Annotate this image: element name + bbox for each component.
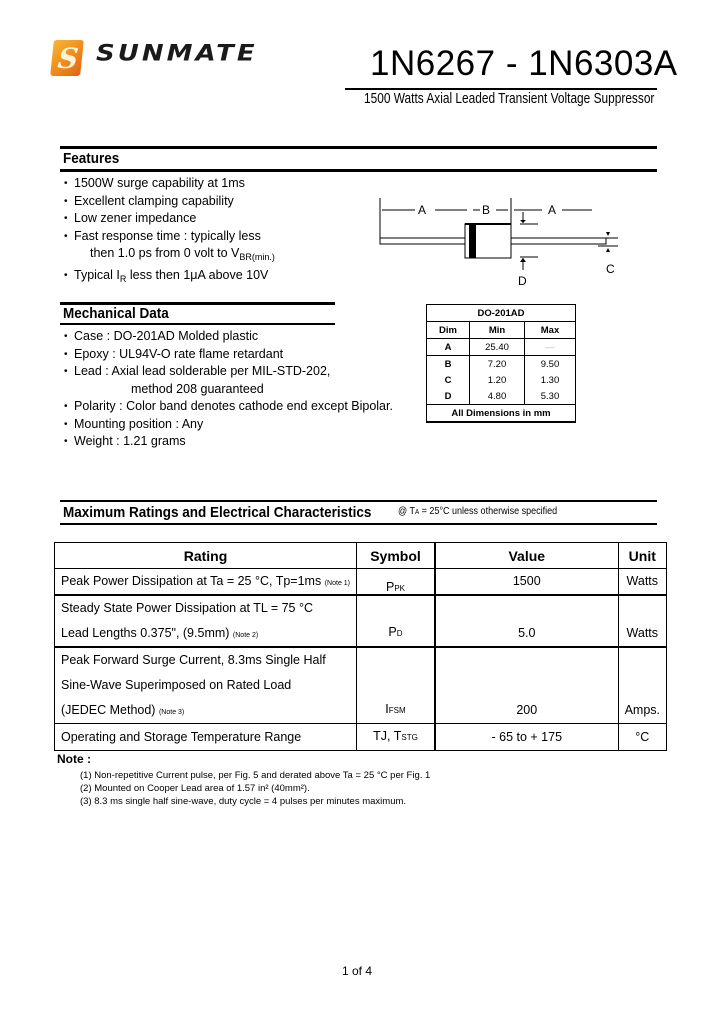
- mechanical-heading: Mechanical Data: [63, 305, 169, 322]
- feature-item: • Typical $I_R$ less then 1μA above 10V: [64, 267, 275, 289]
- dimension-row: C 1.20 1.30: [427, 372, 576, 388]
- package-name: DO-201AD: [427, 305, 576, 322]
- mechanical-item: • Weight : 1.21 grams: [64, 433, 393, 451]
- rating-header: Rating: [55, 543, 357, 569]
- mechanical-item: • Mounting position : Any: [64, 416, 393, 434]
- feature-item: • Excellent clamping capability: [64, 193, 275, 211]
- svg-text:B: B: [482, 203, 491, 217]
- symbol-header: Symbol: [357, 543, 435, 569]
- value-header: Value: [435, 543, 618, 569]
- svg-text:A: A: [548, 203, 557, 217]
- mechanical-item: • Case : DO-201AD Molded plastic: [64, 328, 393, 346]
- feature-item: • Low zener impedance: [64, 210, 275, 228]
- rating-row: Peak Power Dissipation at Ta = 25 °C, Tp=1ms (Note 1) PPK 1500 Watts: [55, 569, 667, 596]
- subtitle: 1500 Watts Axial Leaded Transient Voltage Suppressor: [364, 91, 655, 107]
- notes-list: [80, 769, 430, 808]
- dimension-row: D 4.80 5.30: [427, 388, 576, 405]
- mechanical-bottom-rule: [60, 323, 335, 325]
- logo-mark-icon: S: [50, 40, 84, 76]
- note-item: (2) Mounted on Cooper Lead area of 1.57 in² (40mm²).: [80, 783, 310, 794]
- feature-item: • Fast response time : typically less: [64, 228, 275, 246]
- ratings-condition: @ TA = 25°C unless otherwise specified: [398, 506, 558, 517]
- page-number: 1 of 4: [342, 964, 373, 978]
- note-item: (1) Non-repetitive Current pulse, per Fig. 5 and derated above Ta = 25 °C per Fig. 1: [80, 770, 431, 781]
- features-bottom-rule: [60, 169, 657, 172]
- title-divider: [345, 88, 657, 90]
- part-range-title: 1N6267 - 1N6303A: [370, 44, 678, 83]
- ratings-heading: Maximum Ratings and Electrical Characteristics: [63, 504, 372, 521]
- mechanical-item: • Lead : Axial lead solderable per MIL-STD-202,: [64, 363, 393, 381]
- mechanical-item-continuation: method 208 guaranteed: [131, 381, 264, 396]
- dimension-row: A 25.40 —: [427, 339, 576, 356]
- notes-heading: Note :: [57, 752, 91, 766]
- max-header: Max: [525, 322, 576, 339]
- mechanical-item: • Epoxy : UL94V-O rate flame retardant: [64, 346, 393, 364]
- rating-row: Steady State Power Dissipation at TL = 75 °C Lead Lengths 0.375", (9.5mm) (Note 2) PD 5.0 Watts: [55, 595, 667, 647]
- svg-text:D: D: [518, 274, 527, 288]
- note-item: (3) 8.3 ms single half sine-wave, duty cycle = 4 pulses per minutes maximum.: [80, 796, 407, 807]
- brand-logo-text: SUNMATE: [96, 41, 258, 67]
- feature-item: • 1500W surge capability at 1ms: [64, 175, 275, 193]
- mechanical-list: [64, 328, 393, 451]
- features-list: [64, 175, 275, 288]
- rating-row: Peak Forward Surge Current, 8.3ms Single Half Sine-Wave Superimposed on Rated Load (JEDEC Method) (Note 3) IFSM 200 Amps.: [55, 647, 667, 724]
- svg-text:A: A: [418, 203, 427, 217]
- dimension-footer: All Dimensions in mm: [427, 405, 576, 423]
- mechanical-item: • Polarity : Color band denotes cathode end except Bipolar.: [64, 398, 393, 416]
- features-heading: Features: [63, 150, 120, 167]
- diode-outline-diagram: [370, 190, 630, 290]
- min-header: Min: [470, 322, 525, 339]
- features-top-rule: [60, 146, 657, 149]
- ratings-top-rule: [60, 500, 657, 502]
- feature-item-continuation: then 1.0 ps from 0 volt to $V_{BR(min.)}$: [90, 246, 275, 262]
- ratings-bottom-rule: [60, 523, 657, 525]
- unit-header: Unit: [618, 543, 666, 569]
- ratings-table: [54, 542, 667, 751]
- rating-row: Operating and Storage Temperature Range TJ, TSTG - 65 to + 175 °C: [55, 724, 667, 751]
- dimension-row: B 7.20 9.50: [427, 356, 576, 373]
- svg-text:C: C: [606, 262, 615, 276]
- dimension-table: [426, 304, 576, 423]
- dim-header: Dim: [427, 322, 470, 339]
